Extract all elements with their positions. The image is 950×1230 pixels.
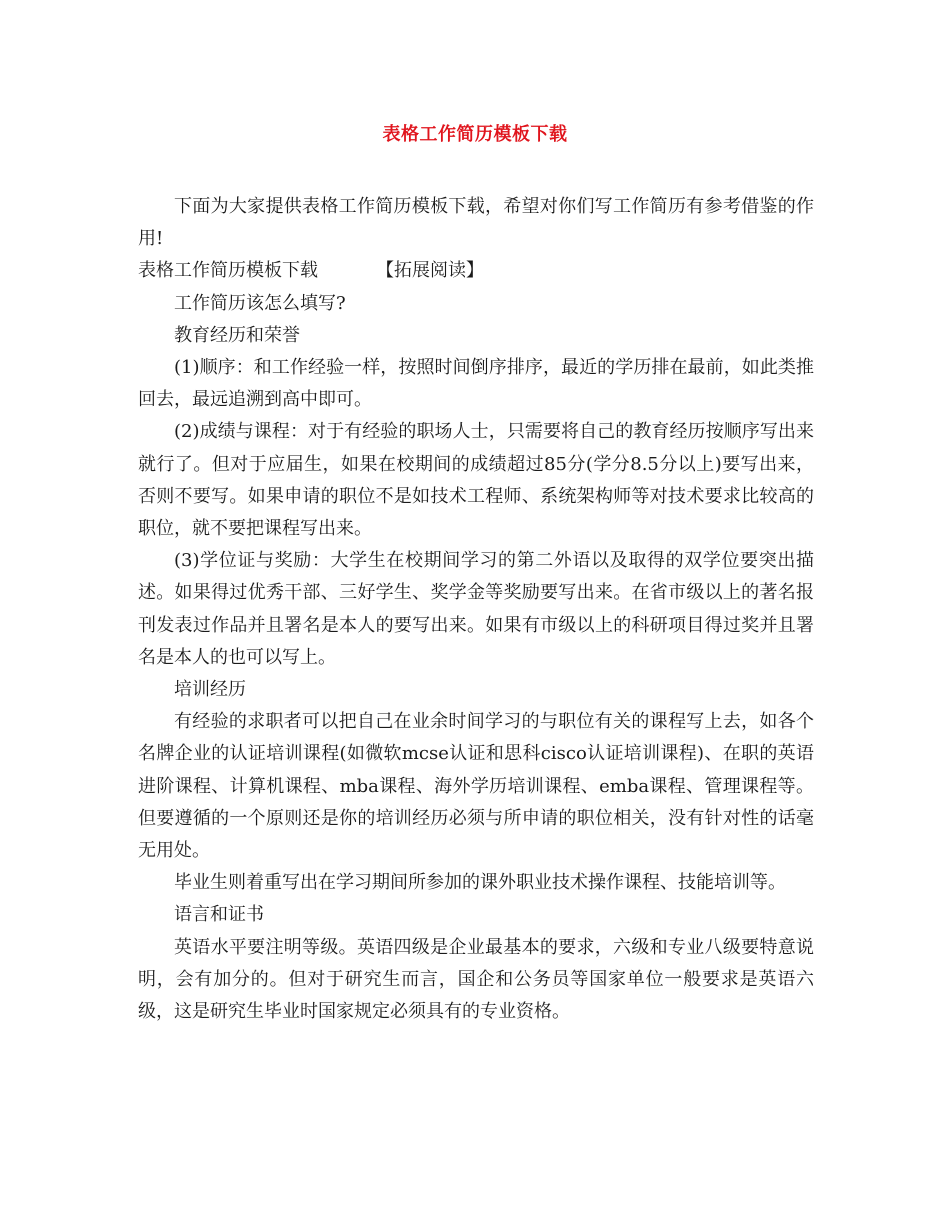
education-order-paragraph: (1)顺序：和工作经验一样，按照时间倒序排序，最近的学历排在最前，如此类推回去，最远追溯到高中即可。: [138, 357, 814, 411]
related-link[interactable]: 表格工作简历模板下载: [138, 260, 318, 282]
related-line: [138, 255, 814, 287]
language-heading: 语言和证书: [174, 904, 264, 926]
training-experienced-paragraph: 有经验的求职者可以把自己在业余时间学习的与职位有关的课程写上去，如各个名牌企业的认证培训课程(如微软mcse认证和思科cisco认证培训课程)、在职的英语进阶课程、计算机课程、mba课程、海外学历培训课程、emba课程、管理课程等。但要遵循的一个原则还是你的培训经历必须与所申请的职位相关，没有针对性的话毫无用处。: [138, 711, 814, 862]
training-heading: 培训经历: [174, 679, 246, 701]
education-degree-paragraph: (3)学位证与奖励：大学生在校期间学习的第二外语以及取得的双学位要突出描述。如果得过优秀干部、三好学生、奖学金等奖励要写出来。在省市级以上的著名报刊发表过作品并且署名是本人的要写出来。如果有市级以上的科研项目得过奖并且署名是本人的也可以写上。: [138, 550, 814, 668]
intro-paragraph: 下面为大家提供表格工作简历模板下载，希望对你们写工作简历有参考借鉴的作用!: [138, 196, 814, 250]
training-graduates-paragraph: 毕业生则着重写出在学习期间所参加的课外职业技术操作课程、技能培训等。: [174, 872, 786, 894]
document-body: [138, 191, 814, 1028]
language-english-paragraph: 英语水平要注明等级。英语四级是企业最基本的要求，六级和专业八级要特意说明，会有加分的。但对于研究生而言，国企和公务员等国家单位一般要求是英语六级，这是研究生毕业时国家规定必须具有的专业资格。: [138, 936, 814, 1023]
extended-reading-link[interactable]: 【拓展阅读】: [376, 260, 484, 282]
education-heading: 教育经历和荣誉: [174, 324, 300, 346]
document-title: 表格工作简历模板下载: [382, 124, 568, 145]
question-heading: 工作简历该怎么填写?: [174, 292, 346, 314]
education-grades-paragraph: (2)成绩与课程：对于有经验的职场人士，只需要将自己的教育经历按顺序写出来就行了。但对于应届生，如果在校期间的成绩超过85分(学分8.5分以上)要写出来，否则不要写。如果申请的职位不是如技术工程师、系统架构师等对技术要求比较高的职位，就不要把课程写出来。: [138, 421, 814, 540]
